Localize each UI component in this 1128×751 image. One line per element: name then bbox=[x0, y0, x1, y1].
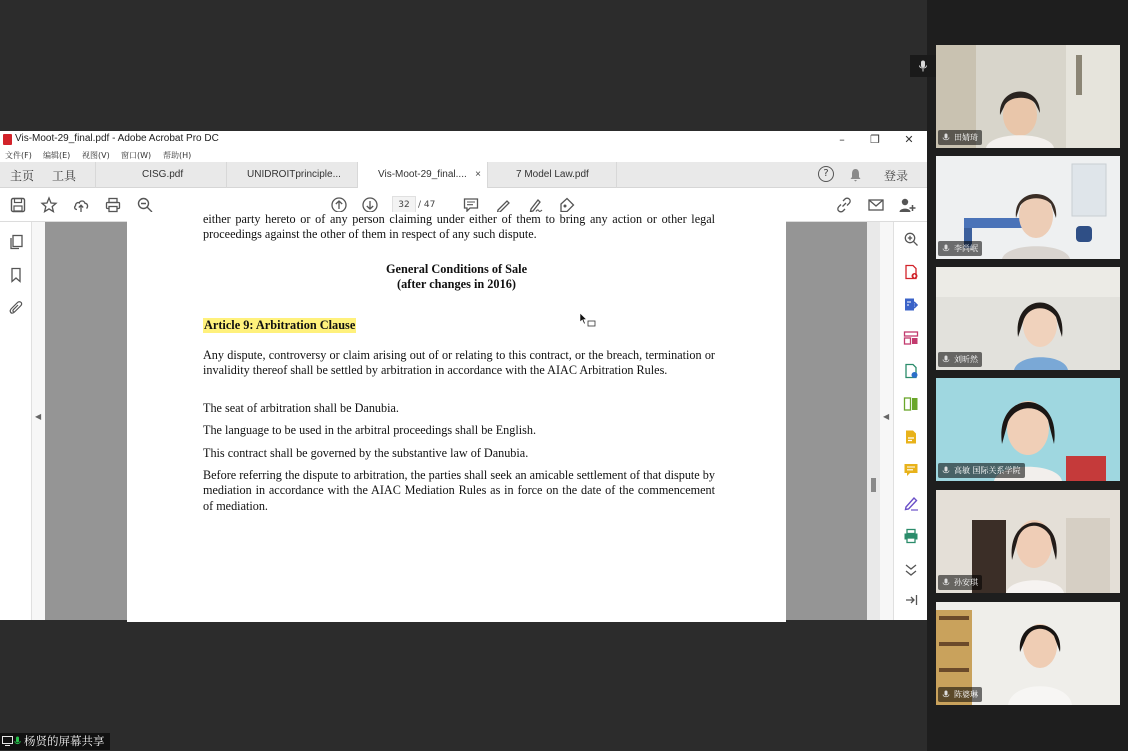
video-tile[interactable] bbox=[936, 378, 1120, 481]
video-tile[interactable] bbox=[936, 156, 1120, 259]
page-thumbnails-icon[interactable] bbox=[8, 234, 24, 250]
menu-file[interactable]: 文件(F) bbox=[5, 151, 32, 160]
acrobat-window bbox=[0, 131, 927, 620]
export-pdf-icon[interactable] bbox=[903, 297, 919, 313]
tab-label: UNIDROITprinciple... bbox=[247, 169, 341, 180]
chevron-left-icon: ◀ bbox=[35, 412, 42, 421]
email-icon[interactable] bbox=[867, 196, 885, 214]
left-panel-toggle[interactable] bbox=[32, 222, 45, 620]
comment-tool-icon[interactable] bbox=[903, 462, 919, 478]
right-tools-pane bbox=[893, 222, 927, 620]
tab-vis-moot[interactable] bbox=[357, 162, 487, 188]
clause-paragraph-seat: The seat of arbitration shall be Danubia. bbox=[203, 401, 399, 415]
video-tile[interactable] bbox=[936, 267, 1120, 370]
clause-paragraph-language: The language to be used in the arbitral proceedings shall be English. bbox=[203, 423, 537, 437]
document-viewport[interactable] bbox=[45, 212, 867, 620]
chevron-left-icon: ◀ bbox=[883, 412, 890, 421]
mouse-cursor-icon bbox=[579, 312, 597, 328]
top-paragraph: either party hereto or of any person claiming under either of them to bring any action or other legal proceedings against the other of them in respect of any such dispute. bbox=[203, 212, 715, 242]
menu-help[interactable]: 帮助(H) bbox=[163, 151, 192, 160]
screen-share-icon bbox=[2, 736, 13, 746]
screen-share-label bbox=[0, 733, 110, 750]
section-subheading: (after changes in 2016) bbox=[397, 277, 516, 291]
scrollbar-thumb[interactable] bbox=[871, 478, 876, 492]
nav-home[interactable]: 主页 bbox=[10, 169, 35, 183]
edit-pdf-icon[interactable] bbox=[903, 363, 919, 379]
add-user-icon[interactable] bbox=[898, 196, 916, 214]
acrobat-app-icon bbox=[3, 134, 12, 145]
pdf-page bbox=[127, 212, 786, 622]
menu-edit[interactable]: 编辑(E) bbox=[43, 151, 71, 160]
video-tile[interactable] bbox=[936, 602, 1120, 705]
microphone-icon bbox=[942, 690, 950, 699]
tab-bar bbox=[0, 162, 927, 188]
participant-name-text: 高敏 国际关系学院 bbox=[954, 466, 1021, 475]
left-navigation-rail bbox=[0, 222, 32, 620]
section-heading: General Conditions of Sale bbox=[385, 262, 528, 276]
more-tools-chevron-icon[interactable] bbox=[903, 561, 919, 577]
tab-label: 7 Model Law.pdf bbox=[516, 169, 589, 180]
video-tile[interactable] bbox=[936, 45, 1120, 148]
help-icon[interactable]: ? bbox=[818, 166, 834, 182]
video-tile[interactable] bbox=[936, 490, 1120, 593]
print-icon[interactable] bbox=[104, 196, 122, 214]
tab-model-law[interactable] bbox=[487, 162, 617, 188]
fill-and-sign-icon[interactable] bbox=[903, 429, 919, 445]
participant-name bbox=[938, 352, 982, 367]
tab-close-icon[interactable]: × bbox=[475, 169, 481, 180]
upload-cloud-icon[interactable] bbox=[72, 196, 90, 214]
clause-paragraph-dispute: Any dispute, controversy or claim arising out of or relating to this contract, or the breach, termination or invalidity thereof shall be settled by arbitration in accordance with the AIAC Arbitration Rules. bbox=[203, 348, 715, 378]
participant-name bbox=[938, 575, 982, 590]
microphone-icon bbox=[942, 133, 950, 142]
microphone-icon bbox=[942, 244, 950, 253]
participant-name-text: 田婧琦 bbox=[954, 133, 978, 142]
collapse-pane-icon[interactable] bbox=[903, 592, 919, 608]
microphone-icon bbox=[14, 736, 21, 746]
share-link-icon[interactable] bbox=[835, 196, 853, 214]
close-button[interactable]: ✕ bbox=[904, 133, 914, 146]
clause-paragraph-mediation: Before referring the dispute to arbitration, the parties shall seek an amicable settlement of that dispute by mediation in accordance with the AIAC Mediation Rules as in force on the date of the commencement of mediation. bbox=[203, 468, 715, 513]
organize-pages-icon[interactable] bbox=[903, 330, 919, 346]
microphone-icon bbox=[942, 355, 950, 364]
participant-name bbox=[938, 130, 982, 145]
article-heading-highlighted: Article 9: Arbitration Clause bbox=[204, 318, 356, 332]
create-pdf-icon[interactable] bbox=[903, 264, 919, 280]
menu-view[interactable]: 视图(V) bbox=[82, 151, 110, 160]
menu-window[interactable]: 窗口(W) bbox=[121, 151, 152, 160]
attachments-icon[interactable] bbox=[8, 300, 24, 316]
bell-icon[interactable] bbox=[849, 168, 862, 182]
menu-bar bbox=[0, 148, 927, 162]
bookmarks-icon[interactable] bbox=[8, 267, 24, 283]
save-icon[interactable] bbox=[9, 196, 27, 214]
participant-name-text: 陈婆琳 bbox=[954, 690, 978, 699]
combine-files-icon[interactable] bbox=[903, 396, 919, 412]
bookmark-star-icon[interactable] bbox=[40, 196, 58, 214]
participant-name-text: 李尚岷 bbox=[954, 244, 978, 253]
microphone-icon bbox=[942, 578, 950, 587]
participant-name bbox=[938, 241, 982, 256]
vertical-scrollbar[interactable] bbox=[867, 222, 880, 620]
send-for-signature-icon[interactable] bbox=[903, 495, 919, 511]
window-title: Vis-Moot-29_final.pdf - Adobe Acrobat Pro DC bbox=[15, 133, 219, 144]
right-panel-toggle[interactable] bbox=[880, 222, 893, 620]
participant-name bbox=[938, 463, 1025, 478]
tab-unidroit[interactable] bbox=[226, 162, 357, 188]
participant-name bbox=[938, 687, 982, 702]
page-number-input[interactable]: 32 bbox=[392, 196, 416, 214]
tab-cisg[interactable] bbox=[95, 162, 226, 188]
tab-label: Vis-Moot-29_final.... bbox=[378, 169, 467, 180]
title-bar bbox=[0, 131, 927, 148]
screen-share-text: 杨贤的屏幕共享 bbox=[24, 734, 105, 748]
print-production-icon[interactable] bbox=[903, 528, 919, 544]
login-link[interactable]: 登录 bbox=[884, 169, 909, 183]
clause-paragraph-governing-law: This contract shall be governed by the substantive law of Danubia. bbox=[203, 446, 529, 460]
page-total: / 47 bbox=[418, 200, 436, 210]
participant-name-text: 刘昕然 bbox=[954, 355, 978, 364]
maximize-button[interactable]: ❐ bbox=[870, 133, 880, 146]
microphone-icon bbox=[942, 466, 950, 475]
nav-tools[interactable]: 工具 bbox=[52, 169, 77, 183]
tab-label: CISG.pdf bbox=[142, 169, 184, 180]
minimize-button[interactable]: – bbox=[839, 133, 845, 146]
zoom-in-icon[interactable] bbox=[903, 231, 919, 247]
participant-name-text: 孙安琪 bbox=[954, 578, 978, 587]
microphone-icon bbox=[918, 60, 928, 72]
